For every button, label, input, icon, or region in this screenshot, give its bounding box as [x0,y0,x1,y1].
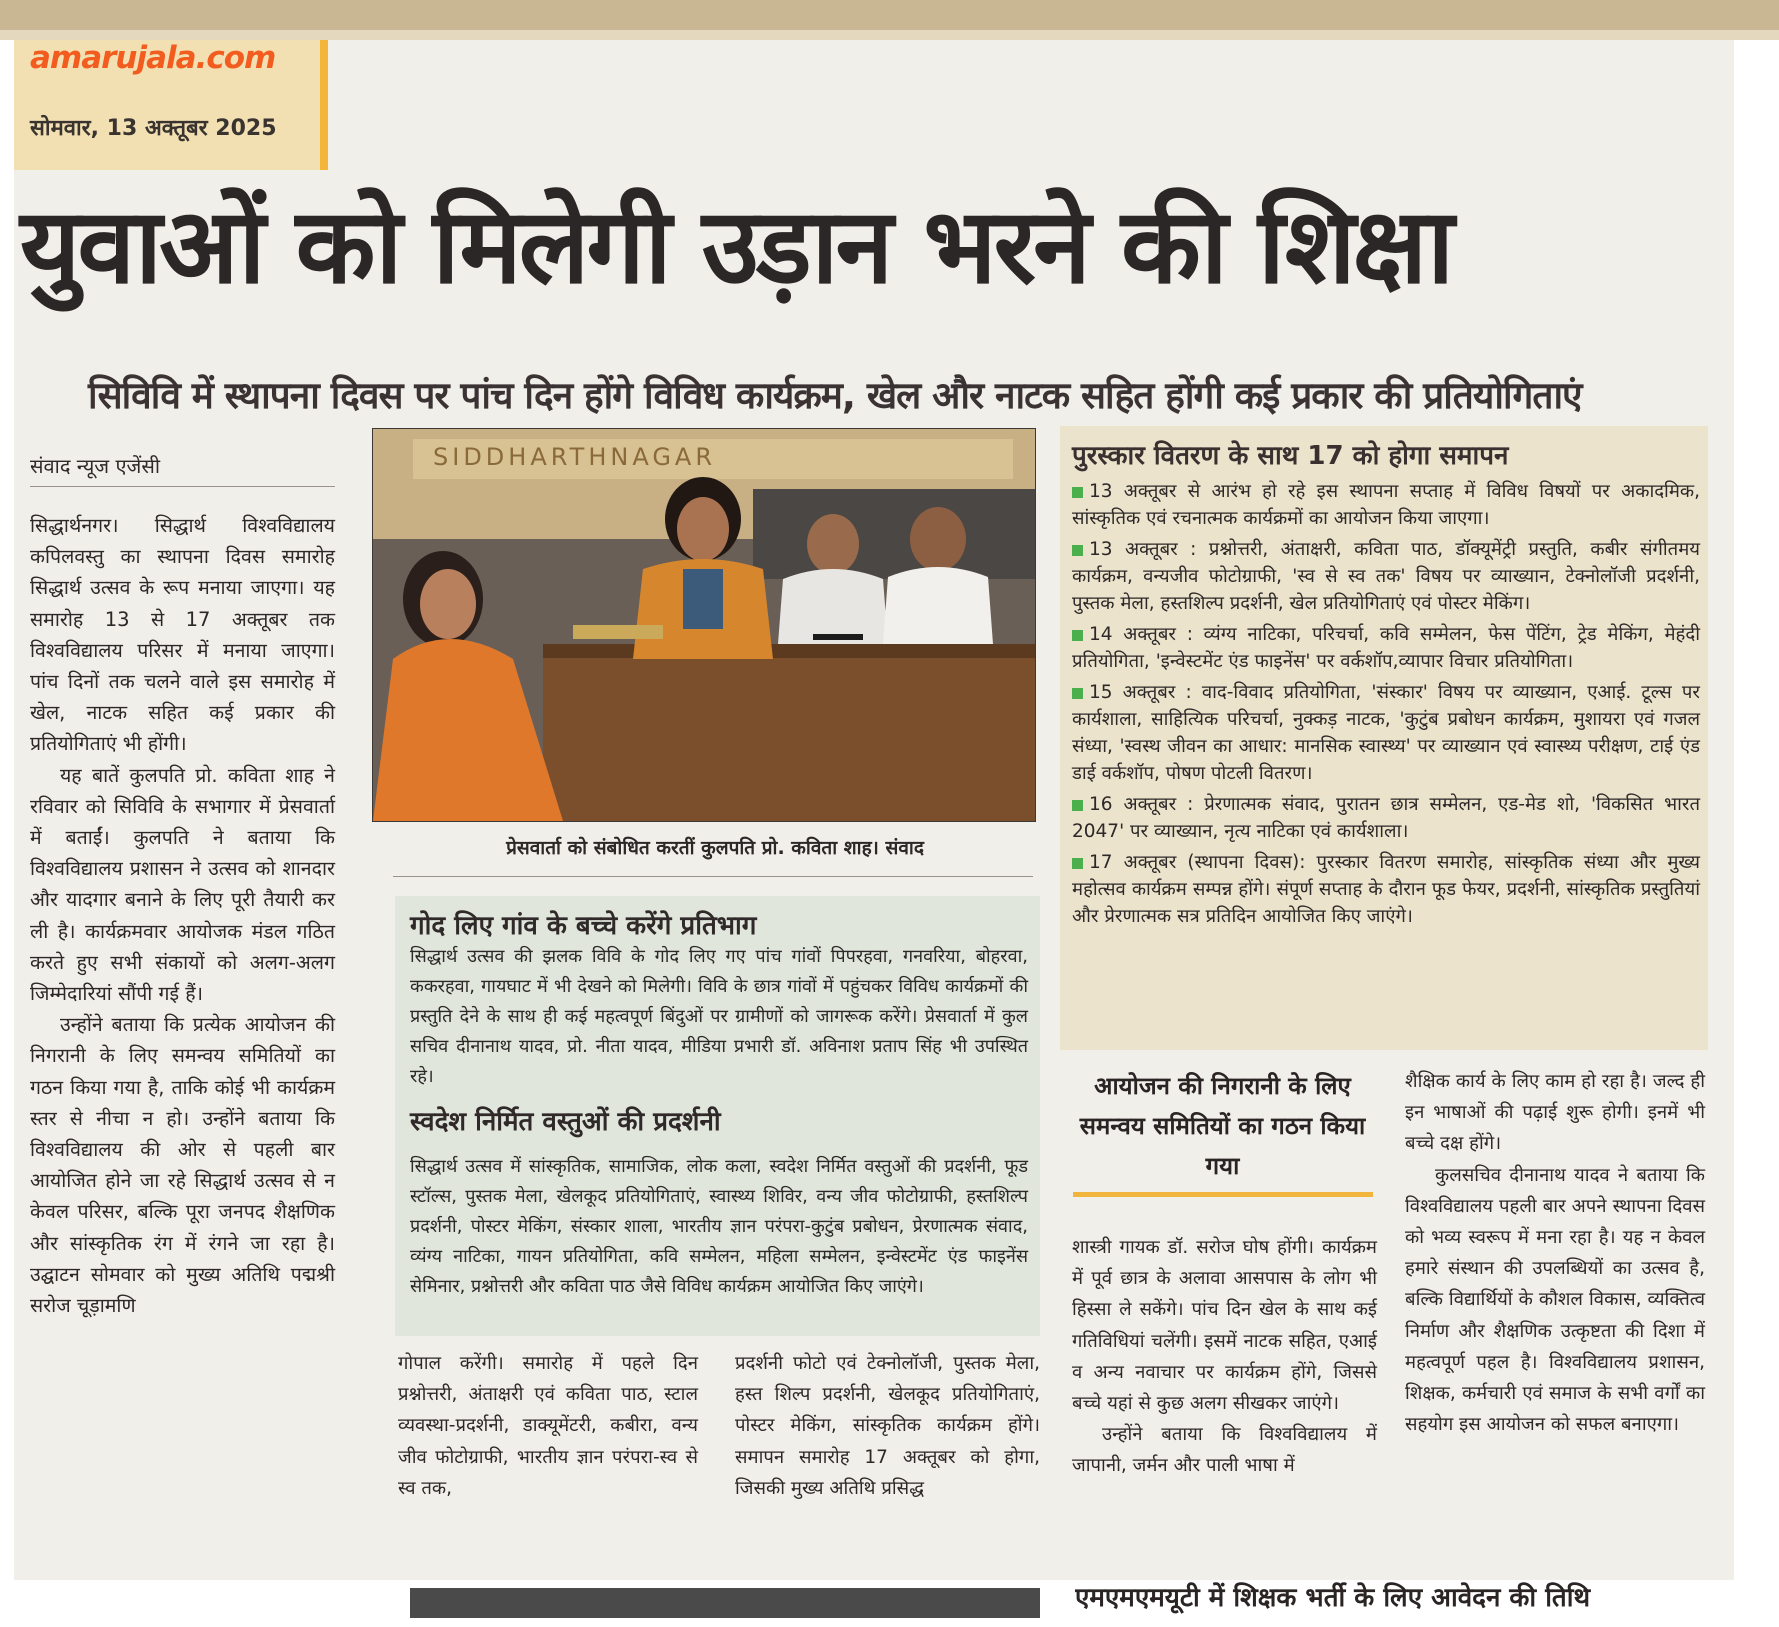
box-title-adopted-villages: गोद लिए गांव के बच्चे करेंगे प्रतिभाग [410,911,757,941]
article-column-1 [30,510,335,1321]
accent-rule [1073,1192,1373,1197]
article-column-5 [1405,1066,1705,1440]
paragraph: सिद्धार्थनगर। सिद्धार्थ विश्वविद्यालय कपिलवस्तु का स्थापना दिवस समारोह सिद्धार्थ उत्सव के रूप मनाया जाएगा। यह समारोह 13 से 17 अक्तूबर तक विश्वविद्यालय परिसर में मनाया जाएगा। पांच दिनों तक चलने वाले इस समारोह में खेल, नाटक सहित कई प्रकार की प्रतियोगिताएं भी होंगी। [30,514,335,756]
paragraph: यह बातें कुलपति प्रो. कविता शाह ने रविवार को सिविवि के सभागार में प्रेसवार्ता में बताईं। कुलपति ने बताया कि विश्वविद्यालय प्रशासन ने उत्सव को शानदार और यादगार बनाने के लिए पूरी तैयारी कर ली है। कार्यक्रमवार आयोजक मंडल गठित करते हुए सभी संकायों को अलग-अलग जिम्मेदारियां सौंपी गई हैं। [30,763,335,1006]
amarujala-logo: amarujala.com [30,40,276,76]
bullet-icon [1072,487,1083,498]
byline-rule [30,486,335,487]
article-column-2: गोपाल करेंगी। समारोह में पहले दिन प्रश्नोत्तरी, अंताक्षरी एवं कविता पाठ, स्टाल व्यवस्था-प्रदर्शनी, डाक्यूमेंटरी, कबीरा, वन्य जीव फोटोग्राफी, भारतीय ज्ञान परंपरा-स्व से स्व तक, [398,1353,698,1499]
paragraph: उन्होंने बताया कि प्रत्येक आयोजन की निगरानी के लिए समन्वय समितियों का गठन किया गया है, ताकि कोई भी कार्यक्रम स्तर से नीचा न हो। उन्होंने बताया कि विश्वविद्यालय की ओर से पहली बार आयोजित होने जा रहे सिद्धार्थ उत्सव से न केवल परिसर, बल्कि पूरा जनपद शैक्षणिक और सांस्कृतिक रंग में रंगने जा रहा है। उद्घाटन सोमवार को मुख्य अतिथि पद्मश्री सरोज चूड़ामणि [30,1013,335,1318]
schedule-item: 17 अक्तूबर (स्थापना दिवस): पुरस्कार वितरण समारोह, सांस्कृतिक संध्या और मुख्य महोत्सव कार्यक्रम सम्पन्न होंगे। संपूर्ण सप्ताह के दौरान फूड फेयर, प्रदर्शनी, सांस्कृतिक प्रस्तुतियां और प्रेरणात्मक सत्र प्रतिदिन आयोजित किए जाएंगे। [1072,852,1700,927]
bullet-icon [1072,630,1083,641]
byline: संवाद न्यूज एजेंसी [30,454,161,478]
box-title-swadeshi: स्वदेश निर्मित वस्तुओं की प्रदर्शनी [410,1107,721,1137]
scan-edge [0,30,1779,40]
caption-rule [393,876,1033,877]
box-body-adopted-villages: सिद्धार्थ उत्सव की झलक विवि के गोद लिए गए पांच गांवों पिपरहवा, गनवरिया, बोहरवा, ककरहवा, गायघाट में भी देखने को मिलेगी। विवि के छात्र गांवों में पहुंचकर विविध कार्यक्रमों की प्रस्तुति देने के साथ ही कई महत्वपूर्ण बिंदुओं पर ग्रामीणों को जागरूक करेंगे। प्रेसवार्ता में कुल सचिव दीनानाथ यादव, प्रो. नीता यादव, मीडिया प्रभारी डॉ. अविनाश प्रताप सिंह भी उपस्थित रहे। [410,946,1028,1087]
next-article-headline: एमएमएमयूटी में शिक्षक भर्ती के लिए आवेदन की तिथि [1075,1583,1591,1613]
sub-headline: सिविवि में स्थापना दिवस पर पांच दिन होंगे विविध कार्यक्रम, खेल और नाटक सहित होंगी कई प्रकार की प्रतियोगिताएं [88,374,1582,417]
paragraph: उन्होंने बताया कि विश्वविद्यालय में जापानी, जर्मन और पाली भाषा में [1072,1424,1377,1477]
schedule-title: पुरस्कार वितरण के साथ 17 को होगा समापन [1072,441,1509,471]
bullet-icon [1072,800,1083,811]
paragraph: शास्त्री गायक डॉ. सरोज घोष होंगी। कार्यक्रम में पूर्व छात्र के अलावा आसपास के लोग भी हिस्सा ले सकेंगे। पांच दिन खेल के साथ कई गतिविधियां चलेंगी। इसमें नाटक सहित, एआई व अन्य नवाचार पर कार्यक्रम होंगे, जिससे बच्चे यहां से कुछ अलग सीखकर जाएंगे। [1072,1237,1377,1415]
schedule-list [1072,478,1700,934]
schedule-item: 13 अक्तूबर से आरंभ हो रहे इस स्थापना सप्ताह में विविध विषयों पर अकादमिक, सांस्कृतिक एवं रचनात्मक कार्यक्रमों का आयोजन किया जाएगा। [1072,481,1700,529]
footer-dark-bar [410,1588,1040,1618]
bullet-icon [1072,688,1083,699]
bullet-icon [1072,858,1083,869]
bullet-icon [1072,545,1083,556]
photo-sign-text: SIDDHARTHNAGAR [433,443,717,471]
schedule-item: 14 अक्तूबर : व्यंग्य नाटिका, परिचर्चा, कवि सम्मेलन, फेस पेंटिंग, ट्रेड मेकिंग, मेहंदी प्रतियोगिता, 'इन्वेस्टमेंट एंड फाइनेंस' पर वर्कशॉप,व्यापार विचार प्रतियोगिता। [1072,624,1700,672]
schedule-item: 13 अक्तूबर : प्रश्नोत्तरी, अंताक्षरी, कविता पाठ, डॉक्यूमेंट्री प्रस्तुति, कबीर संगीतमय कार्यक्रम, वन्यजीव फोटोग्राफी, 'स्व से स्व तक' विषय पर व्याख्यान, टेक्नोलॉजी प्रदर्शनी, पुस्तक मेला, हस्तशिल्प प्रदर्शनी, खेल प्रतियोगिताएं एवं पोस्टर मेकिंग। [1072,539,1700,614]
paragraph: शैक्षिक कार्य के लिए काम हो रहा है। जल्द ही इन भाषाओं की पढ़ाई शुरू होगी। इनमें भी बच्चे दक्ष होंगे। [1405,1071,1705,1155]
article-column-4 [1072,1232,1377,1482]
box-body-swadeshi: सिद्धार्थ उत्सव में सांस्कृतिक, सामाजिक, लोक कला, स्वदेश निर्मित वस्तुओं की प्रदर्शनी, फूड स्टॉल्स, पुस्तक मेला, खेलकूद प्रतियोगिताएं, स्वास्थ्य शिविर, वन्य जीव फोटोग्राफी, हस्तशिल्प प्रदर्शनी, पोस्टर मेकिंग, संस्कार शाला, भारतीय ज्ञान परंपरा-कुटुंब प्रबोधन, प्रेरणात्मक संवाद, व्यंग्य नाटिका, गायन प्रतियोगिता, कवि सम्मेलन, महिला सम्मेलन, इन्वेस्टमेंट एंड फाइनेंस सेमिनार, प्रश्नोत्तरी और कविता पाठ जैसे विविध कार्यक्रम आयोजित किए जाएंगे। [410,1156,1028,1297]
press-conference-photo [372,428,1036,822]
schedule-item: 16 अक्तूबर : प्रेरणात्मक संवाद, पुरातन छात्र सम्मेलन, एड-मेड शो, 'विकसित भारत 2047' पर व्याख्यान, नृत्य नाटिका एवं कार्यशाला। [1072,794,1700,842]
article-column-3: प्रदर्शनी फोटो एवं टेक्नोलॉजी, पुस्तक मेला, हस्त शिल्प प्रदर्शनी, खेलकूद प्रतियोगिताएं, पोस्टर मेकिंग, सांस्कृतिक कार्यक्रम होंगे। समापन समारोह 17 अक्तूबर को होगा, जिसकी मुख्य अतिथि प्रसिद्ध [735,1353,1040,1499]
schedule-item: 15 अक्तूबर : वाद-विवाद प्रतियोगिता, 'संस्कार' विषय पर व्याख्यान, एआई. टूल्स पर कार्यशाला, साहित्यिक परिचर्चा, नुक्कड़ नाटक, 'कुटुंब प्रबोधन कार्यक्रम, मुशायरा एवं गजल संध्या, 'स्वस्थ जीवन का आधार: मानसिक स्वास्थ्य' पर व्याख्यान एवं स्वास्थ्य परीक्षण, टाई एंड डाई वर्कशॉप, पोषण पोटली वितरण। [1072,682,1700,784]
mid-box-title: आयोजन की निगरानी के लिए समन्वय समितियों का गठन किया गया [1079,1072,1366,1180]
issue-date: सोमवार, 13 अक्तूबर 2025 [30,116,277,141]
main-headline: युवाओं को मिलेगी उड़ान भरने की शिक्षा [20,185,1452,307]
paragraph: कुलसचिव दीनानाथ यादव ने बताया कि विश्वविद्यालय पहली बार अपने स्थापना दिवस को भव्य स्वरूप में मना रहा है। यह न केवल हमारे संस्थान की उपलब्धियों का उत्सव है, बल्कि विद्यार्थियों के कौशल विकास, व्यक्तित्व निर्माण और शैक्षणिक उत्कृष्टता की दिशा में महत्वपूर्ण पहल है। विश्वविद्यालय प्रशासन, शिक्षक, कर्मचारी एवं समाज के सभी वर्गों का सहयोग इस आयोजन को सफल बनाएगा। [1405,1164,1705,1436]
photo-caption: प्रेसवार्ता को संबोधित करतीं कुलपति प्रो. कविता शाह। संवाद [506,837,924,859]
